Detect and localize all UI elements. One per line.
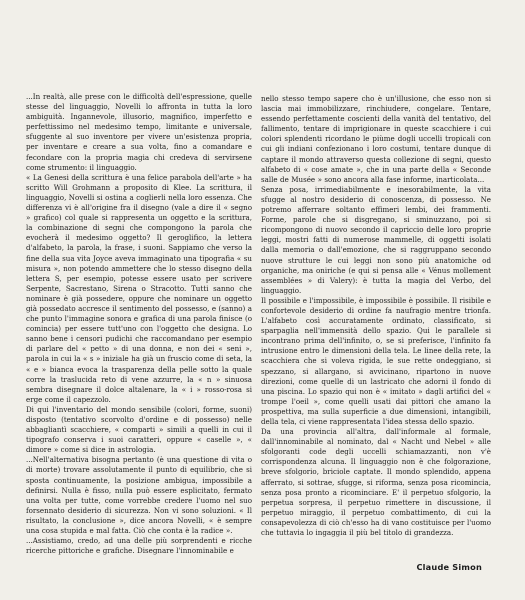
paragraph: ...Assistiamo, credo, ad una delle più sorprendenti e ricche ricerche pittoriche e grafiche. Disegnare l'innominabile e [26,536,252,556]
paragraph: ...Nell'alternativa bisogna pertanto (è una questione di vita o di morte) trovare assolutamente il punto di equilibrio, che si sposta continuamente, la posizione ambigua, impossibile a definirsi. Nulla è fisso, nulla può essere esplicitato, fermato una volta per tutte, come vorrebbe credere l'uomo nel suo forsennato desiderio di sicurezza. Non vi sono soluzioni. « Il risultato, la conclusione », dice ancora Novelli, « è sempre una cosa stupida e mal fatta. Ciò che conta è la radice ». [26,455,252,536]
text-column-left [26,92,252,556]
paragraph: « La Genesi della scrittura è una felice parabola dell'arte » ha scritto Will Grohmann a proposito di Klee. La scrittura, il linguaggio, Novelli si ostina a coglierli nella loro essenza. Che differenza vi è all'origine fra il disegno (vale a dire il « segno » grafico) col quale si rappresenta un oggetto e la scrittura, la combinazione di segni che compongono la parola che evocherà il medesimo oggetto? Il geroglifico, la lettera d'alfabeto, la parola, la frase, i suoni. Sappiamo che verso la fine della sua vita Joyce aveva immaginato una tipografia « su misura », non potendo ammettere che lo stesso disegno della lettera S, per esempio, potesse essere usato per scrivere Serpente, Sacrestano, Sirena o Stracotto. Tutti sanno che nominare è già possedere, oppure che nominare un oggetto già possedato accresce il sentimento del possesso, e (sanno) a che punto l'immagine sonora e grafica di una parola finisce (o comincia) per essere tutt'uno con l'oggetto che designa. Lo sanno bene i censori pudichi che raccomandano per esempio di parlare del « petto » di una donna, e non dei « seni », parola in cui la « s » iniziale ha già un fruscio come di seta, la « e » bianca evoca la trasparenza della pelle sotto la quale corre la traslucida reto di vene azzurre, la « n » sinuosa sembra disegnare il dolce altalenare, la « i » rosso-rosa si erge come il capezzolo. [26,172,252,404]
author-signature: Claude Simon [416,562,482,572]
paragraph: Di qui l'inventario del mondo sensibile (colori, forme, suoni) disposto (tentativo scorvolto d'ordine e di possesso) nelle abbagliantì scacchiere, « comparti » simili a quelli in cui il tipografo conserva i suoi caratteri, oppure « caselle », « dimore » come si dice in astrologia. [26,404,252,455]
paragraph: ...In realtà, alle prese con le difficoltà dell'espressione, quelle stesse del linguaggio, Novelli lo affronta in tutta la loro ambiguità. Ingannevole, illusorio, magnifico, imperfetto e perfettissimo nel medesimo tempo, limitante e universale, sfuggente al suo inventore per vivere un'esistenza propria, per inventare e creare a sua volta, fino a comandare e fecondare con la propria magia chi credeva di servirsene come strumento: il linguaggio. [26,92,252,172]
paragraph: Senza posa, irrimediabilmente e inesorabilmente, la vita sfugge al nostro desiderio di conoscenza, di possesso. Ne potremo afferrare soltanto effimeri lembi, dei frammenti. Forme, parole che si disgregano, si sminuzzano, poi si ricompongono di nuovo secondo il capriccio delle loro proprie leggi, mostri fatti di numerose mammelle, di oggetti isolati dalla memoria o dall'emozione, che si raggruppano secondo nuove strutture le cui leggi non sono più anatomiche od organiche, ma oniriche (e qui si pensa alle « Vénus mollement assemblées » di Valery): è tutta la magia del Verbo, del linguaggio. [261,184,491,295]
text-column-right [261,94,491,538]
paragraph: Il possibile e l'impossibile, è impossibile è possibile. Il risibile e confortevole desiderio di ordine fa naufragio mentre trionfa. L'alfabeto così accuratamente ordinato, classificato, si sparpaglia nell'immensità dello spazio. Qui le parallele si incontrano prima dell'infinito, o, se si preferisce, l'infinito fa intrusione entro le dimensioni della tela. Le linee della rete, la scacchiera che si voleva rigida, le sue rette ondeggiano, si spezzano, si allargano, si avvicinano, ripartono in nuove direzioni, come quelle di un lastricato che adorni il fondo di una piscina. Lo spazio qui non è « imitato » dagli artifici del « trompe l'oeil », come quelli usati dai pittori che amano la prospettiva, ma sulla superficie a due dimensioni, intangibili, della tela, ci viene rappresentata l'idea stessa dello spazio. [261,295,491,426]
paragraph: Da una provincia all'altra, dall'informale al formale, dall'innominabile al nominato, dal « Nacht und Nebel » alle sfolgoranti code degli uccelli schiamazzanti, non v'è corrispondenza alcuna. Il linguaggio non è che folgorazione, breve sfolgorio, briciole captate. Il mondo splendido, appena afferrato, si sottrae, sfugge, si riforma, senza posa ricomincia, senza posa pronto a ricominciare. E' il perpetuo sfolgorio, la perpetua sorpresa, il perpetuo rimettere in discussione, il perpetuo miraggio, il perpetuo combattimento, di cui la consapevolezza di ciò ch'esso ha di vano costituisce per l'uomo che tuttavia lo ingaggia il più bel titolo di grandezza. [261,427,491,538]
paragraph: nello stesso tempo sapere cho è un'illusione, che esso non si lascia mai immobilizzare, rinchiudere, congelare. Tentare, essendo perfettamente coscienti della vanità del tentativo, del fallimento, tentare di imprigionare in queste scacchiere i cui colori splendenti ricordano le piùme dogli uccelli tropicali con cui gli indiani confezionano i loro costumi, tentare dunque di captare il mondo attraverso questa collezione di segni, questo alfabeto di « cose amate », che in una parte della « Seconde salle de Musée » sono ancora alla fase informe, inarticolata... [261,94,491,184]
